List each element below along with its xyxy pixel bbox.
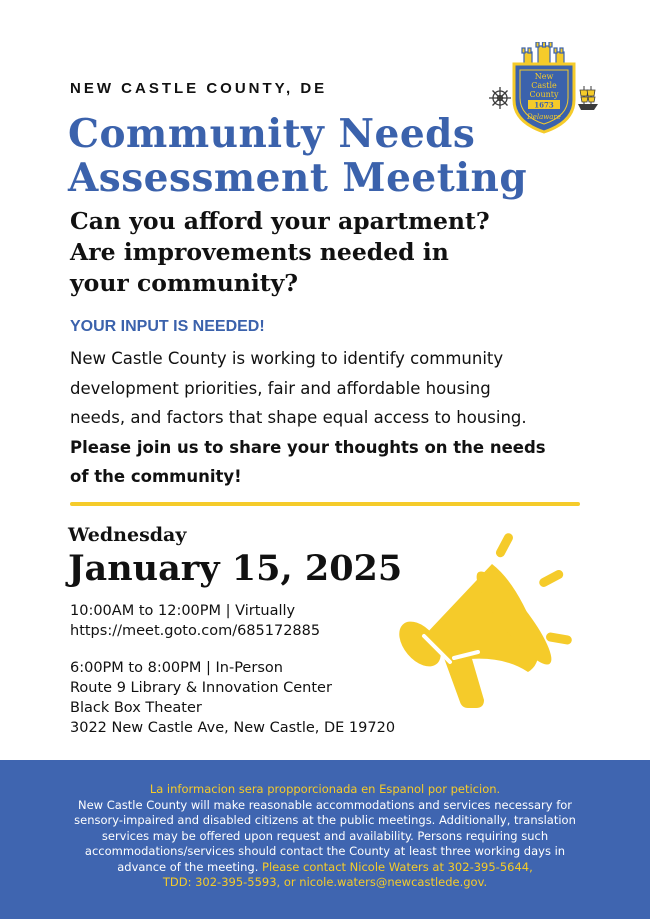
event-date: January 15, 2025: [68, 548, 403, 589]
footer-spanish-note: La informacion sera propporcionada en Espanol por peticion.: [149, 782, 501, 796]
virtual-time: 10:00AM to 12:00PM | Virtually: [70, 603, 296, 619]
virtual-session: [70, 601, 430, 641]
intro-line-3: needs, and factors that shape equal access to housing.: [70, 408, 527, 427]
event-day: Wednesday: [68, 524, 187, 546]
footer-banner: [0, 760, 650, 919]
in-person-time: 6:00PM to 8:00PM | In-Person: [70, 660, 283, 676]
intro-text: [70, 344, 590, 492]
footer-text: [40, 782, 610, 891]
question-line-3: your community?: [70, 269, 299, 297]
footer-contact-details[interactable]: TDD: 302-395-5593, or nicole.waters@newcastlede.gov.: [162, 875, 488, 889]
footer-line-2: sensory-impaired and disabled citizens at the public meetings. Additionally, translation: [74, 813, 576, 827]
intro-line-4: Please join us to share your thoughts on the needs: [70, 437, 546, 457]
footer-line-4: accommodations/services should contact the County at least three working days in: [84, 844, 566, 858]
venue-room: Black Box Theater: [70, 700, 202, 716]
title-line-2: Assessment Meeting: [68, 155, 528, 201]
input-heading: YOUR INPUT IS NEEDED!: [70, 318, 265, 335]
page-title: [68, 112, 588, 200]
questions: [70, 206, 590, 299]
virtual-link[interactable]: https://meet.goto.com/685172885: [70, 623, 321, 639]
ship-wheel-icon: [489, 87, 511, 109]
megaphone-icon: [388, 524, 583, 714]
logo-line2: Castle: [531, 81, 557, 90]
yellow-divider: [70, 502, 580, 506]
logo-line3: County: [529, 90, 559, 99]
question-line-2: Are improvements needed in: [70, 238, 449, 266]
in-person-session: [70, 658, 430, 738]
logo-state: Delaware: [527, 113, 561, 121]
footer-line-5a: advance of the meeting.: [117, 859, 259, 874]
venue-name: Route 9 Library & Innovation Center: [70, 680, 332, 696]
footer-contact: Please contact Nicole Waters at 302-395-5644,: [262, 859, 533, 874]
sailing-ship-icon: [578, 86, 598, 110]
intro-line-5: of the community!: [70, 467, 242, 486]
footer-line-5: [40, 860, 610, 876]
logo-year: 1673: [534, 100, 554, 110]
intro-line-2: development priorities, fair and affordable housing: [70, 378, 491, 398]
footer-line-3: services may be offered upon request and availability. Persons requiring such: [101, 828, 549, 843]
title-line-1: Community Needs: [68, 111, 476, 157]
logo-line1: New: [534, 72, 554, 81]
intro-line-1: New Castle County is working to identify community: [70, 349, 504, 368]
venue-address: 3022 New Castle Ave, New Castle, DE 19720: [70, 720, 396, 736]
county-label: NEW CASTLE COUNTY, DE: [70, 80, 328, 97]
question-line-1: Can you afford your apartment?: [70, 207, 490, 235]
footer-line-1: New Castle County will make reasonable accommodations and services necessary for: [77, 797, 573, 812]
